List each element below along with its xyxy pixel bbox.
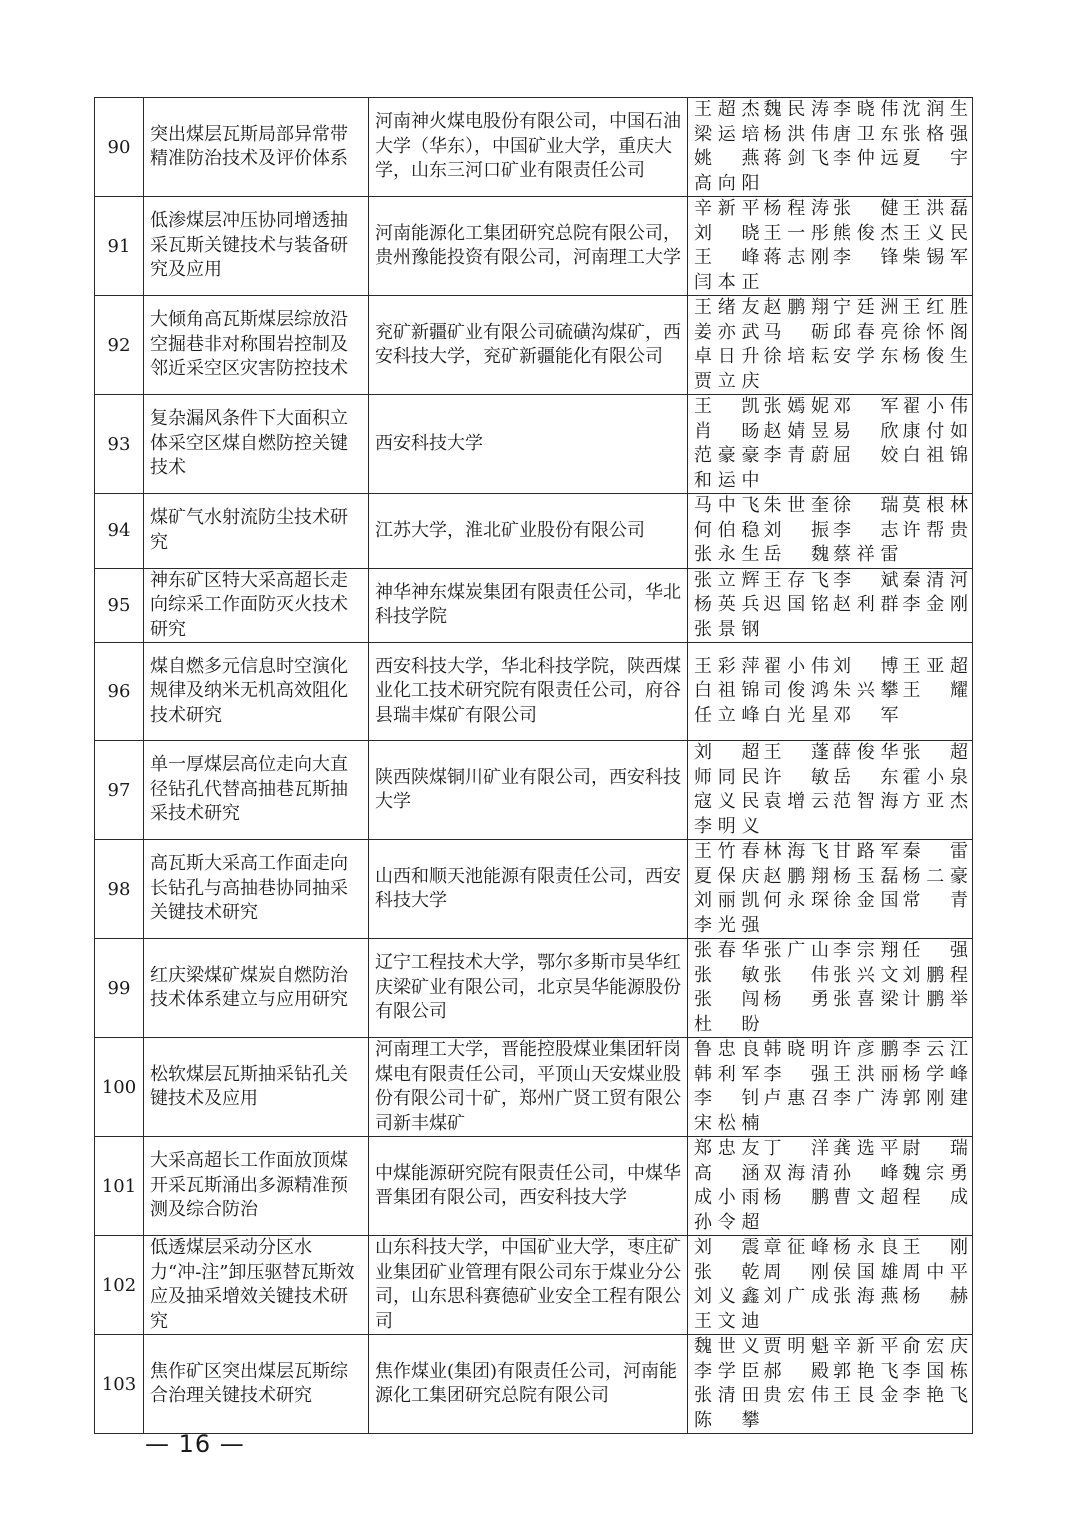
person-name: 翟小伟 [902, 396, 968, 417]
person-name: 白光星 [763, 704, 829, 726]
project-name: 大采高超长工作面放顶煤开采瓦斯涌出多源精准预测及综合防治 [150, 1150, 348, 1221]
person-name: 姜亦武 [694, 321, 760, 343]
person-name: 周 刚 [763, 1261, 829, 1283]
units-cell [369, 939, 688, 1038]
people-list [694, 395, 968, 493]
person-name: 马 砺 [763, 321, 829, 343]
person-name: 辛新平 [694, 198, 760, 219]
award-table [94, 97, 973, 1434]
person-name: 张格强 [902, 123, 968, 145]
row-number: 103 [95, 1335, 144, 1434]
person-name: 周中平 [902, 1261, 968, 1283]
units-text: 神华神东煤炭集团有限责任公司，华北科技学院 [375, 581, 681, 628]
person-name: 王一彤 [763, 222, 829, 244]
person-name: 鲁忠良 [694, 1039, 760, 1060]
person-name: 张立辉 [694, 569, 760, 591]
project-name: 煤矿气水射流防尘技术研究 [150, 507, 348, 553]
units-text: 焦作煤业(集团)有限责任公司，河南能源化工集团研究总院有限公司 [375, 1360, 678, 1406]
row-number: 92 [95, 296, 144, 395]
project-name-cell [144, 197, 369, 296]
people-list [694, 98, 968, 196]
person-name: 高 涵 [694, 1162, 760, 1184]
project-name-cell [144, 643, 369, 741]
person-name: 唐卫东 [833, 123, 899, 145]
person-name: 章征峰 [763, 1237, 829, 1258]
project-name: 单一厚煤层高位走向大直径钻孔代替高抽巷瓦斯抽采技术研究 [150, 754, 348, 825]
person-name: 夏 宇 [902, 148, 968, 169]
person-name: 蔡祥雷 [833, 544, 899, 565]
project-name: 煤自燃多元信息时空演化规律及纳米无机高效阻化技术研究 [150, 655, 348, 726]
people-cell [688, 643, 973, 741]
units-text: 河南能源化工集团研究总院有限公司，贵州豫能投资有限公司，河南理工大学 [375, 222, 681, 268]
person-name: 侯国雄 [833, 1261, 899, 1283]
person-name: 杨英兵 [694, 594, 760, 615]
person-name: 赵鹏翔 [763, 297, 829, 318]
person-name: 岳 魏 [763, 544, 829, 565]
units-cell [369, 741, 688, 840]
person-name: 蒋志刚 [763, 247, 829, 268]
project-name-cell [144, 1038, 369, 1137]
person-name: 魏民涛 [763, 99, 829, 120]
project-name-cell [144, 98, 369, 197]
person-name: 李 斌 [833, 569, 899, 591]
person-name: 肖 旸 [694, 420, 760, 442]
person-name: 宋松楠 [694, 1112, 760, 1134]
person-name: 李国栋 [902, 1360, 968, 1382]
person-name: 卓日升 [694, 346, 760, 367]
person-name: 杜 盼 [694, 1013, 760, 1035]
units-text: 中煤能源研究院有限责任公司，中煤华晋集团有限公司，西安科技大学 [375, 1162, 681, 1208]
project-name: 低渗煤层冲压协同增透抽采瓦斯关键技术与装备研究及应用 [150, 210, 348, 281]
person-name: 寇义民 [694, 791, 760, 812]
person-name: 袁增云 [763, 791, 829, 812]
page-number: — 16 — [145, 1430, 245, 1458]
person-name: 王 蓬 [763, 742, 829, 763]
person-name: 王 刚 [902, 1237, 968, 1258]
person-name: 辛新平 [833, 1336, 899, 1357]
people-list [694, 1236, 968, 1334]
person-name: 李光强 [694, 914, 760, 936]
person-name: 姚 燕 [694, 148, 760, 169]
person-name: 李学臣 [694, 1360, 760, 1382]
person-name: 朱兴攀 [833, 680, 899, 702]
person-name: 张 健 [833, 198, 899, 219]
person-name: 张 敏 [694, 964, 760, 986]
units-cell [369, 1236, 688, 1335]
people-cell [688, 1335, 973, 1434]
person-name: 尉 瑞 [902, 1138, 968, 1159]
person-name: 李 志 [833, 519, 899, 541]
units-text: 江苏大学，淮北矿业股份有限公司 [375, 519, 645, 541]
row-number: 94 [95, 494, 144, 569]
person-name: 徐怀阁 [902, 321, 968, 343]
person-name: 白祖锦 [902, 445, 968, 466]
person-name: 李艳飞 [902, 1385, 968, 1406]
person-name: 许彦鹏 [833, 1039, 899, 1060]
person-name: 张喜梁 [833, 989, 899, 1010]
people-list [694, 494, 968, 568]
people-cell [688, 197, 973, 296]
person-name: 康付如 [902, 420, 968, 442]
units-text: 西安科技大学 [375, 432, 483, 454]
person-name: 许 敏 [763, 766, 829, 788]
person-name: 张春华 [694, 940, 760, 961]
project-name-cell [144, 1335, 369, 1434]
person-name: 高向阳 [694, 172, 760, 194]
person-name: 和运中 [694, 469, 760, 491]
person-name: 秦 雷 [902, 841, 968, 862]
person-name: 张 超 [902, 742, 968, 763]
units-text: 辽宁工程技术大学，鄂尔多斯市昊华红庆梁矿业有限公司，北京昊华能源股份有限公司 [375, 952, 681, 1023]
project-name: 复杂漏风条件下大面积立体采空区煤自燃防控关键技术 [150, 408, 348, 479]
people-list [694, 569, 968, 643]
person-name: 双海清 [763, 1162, 829, 1184]
project-name: 神东矿区特大采高超长走向综采工作面防灭火技术研究 [150, 569, 348, 640]
person-name: 张海燕 [833, 1286, 899, 1307]
person-name: 杨程涛 [763, 198, 829, 219]
people-cell [688, 840, 973, 939]
units-cell [369, 568, 688, 643]
people-cell [688, 1038, 973, 1137]
person-name: 王存飞 [763, 569, 829, 591]
person-name: 邓 军 [833, 396, 899, 417]
person-name: 杨学峰 [902, 1063, 968, 1085]
person-name: 赵利群 [833, 594, 899, 615]
project-name: 红庆梁煤矿煤炭自燃防治技术体系建立与应用研究 [150, 964, 348, 1010]
person-name: 司俊鸿 [763, 680, 829, 702]
person-name: 赵鹏翔 [763, 865, 829, 887]
table-row [95, 568, 973, 643]
row-number: 99 [95, 939, 144, 1038]
person-name: 李云江 [902, 1039, 968, 1060]
units-cell [369, 840, 688, 939]
project-name-cell [144, 1236, 369, 1335]
person-name: 安学东 [833, 346, 899, 367]
person-name: 张兴文 [833, 964, 899, 986]
person-name: 成小雨 [694, 1187, 760, 1208]
person-name: 许帮贵 [902, 519, 968, 541]
person-name: 易 欣 [833, 420, 899, 442]
person-name: 李广涛 [833, 1088, 899, 1109]
person-name: 李 锋 [833, 247, 899, 268]
person-name: 李晓伟 [833, 99, 899, 120]
person-name: 王艮金 [833, 1385, 899, 1406]
person-name: 王亚超 [902, 655, 968, 677]
person-name: 郭刚建 [902, 1088, 968, 1109]
row-number: 90 [95, 98, 144, 197]
project-name-cell [144, 1137, 369, 1236]
person-name: 王洪磊 [902, 198, 968, 219]
person-name: 张 乾 [694, 1261, 760, 1283]
people-list [694, 1137, 968, 1235]
person-name: 甘路军 [833, 841, 899, 862]
person-name: 张 伟 [763, 964, 829, 986]
people-cell [688, 395, 973, 494]
row-number: 96 [95, 643, 144, 741]
person-name: 王超杰 [694, 99, 760, 120]
person-name: 杨 鹏 [763, 1187, 829, 1208]
people-cell [688, 296, 973, 395]
project-name: 低透煤层采动分区水力“冲-注”卸压驱替瓦斯效应及抽采增效关键技术研究 [150, 1237, 355, 1332]
people-cell [688, 98, 973, 197]
person-name: 杨俊生 [902, 346, 968, 367]
table-row [95, 1335, 973, 1434]
person-name: 孙令超 [694, 1211, 760, 1233]
project-name-cell [144, 568, 369, 643]
person-name: 张嫣妮 [763, 396, 829, 417]
people-cell [688, 939, 973, 1038]
person-name: 陈 攀 [694, 1409, 760, 1431]
person-name: 刘鹏程 [902, 964, 968, 986]
table-row [95, 494, 973, 569]
people-cell [688, 494, 973, 569]
person-name: 白祖锦 [694, 680, 760, 702]
people-list [694, 741, 968, 839]
person-name: 韩晓明 [763, 1039, 829, 1060]
units-cell [369, 1137, 688, 1236]
person-name: 翟小伟 [763, 655, 829, 677]
person-name: 邱春亮 [833, 321, 899, 343]
table-row [95, 395, 973, 494]
person-name: 范智海 [833, 791, 899, 812]
person-name: 师同民 [694, 766, 760, 788]
person-name: 刘 振 [763, 519, 829, 541]
person-name: 任立峰 [694, 704, 760, 726]
person-name: 霍小泉 [902, 766, 968, 788]
people-cell [688, 1236, 973, 1335]
people-list [694, 1335, 968, 1433]
person-name: 韩利军 [694, 1063, 760, 1085]
person-name: 熊俊杰 [833, 222, 899, 244]
units-text: 山西和顺天池能源有限责任公司，西安科技大学 [375, 865, 681, 911]
person-name: 范豪豪 [694, 445, 760, 466]
person-name: 王绪友 [694, 297, 760, 318]
project-name-cell [144, 296, 369, 395]
units-cell [369, 1038, 688, 1137]
person-name: 丁 洋 [763, 1138, 829, 1159]
person-name: 赵婧昱 [763, 420, 829, 442]
person-name: 闫本正 [694, 271, 760, 293]
person-name: 张清田 [694, 1385, 760, 1406]
person-name: 李宗翔 [833, 940, 899, 961]
person-name: 朱世奎 [763, 495, 829, 516]
units-cell [369, 1335, 688, 1434]
units-text: 西安科技大学，华北科技学院，陕西煤业化工技术研究院有限责任公司，府谷县瑞丰煤矿有限公司 [375, 655, 681, 726]
person-name: 张广山 [763, 940, 829, 961]
person-name: 李金刚 [902, 594, 968, 615]
units-cell [369, 395, 688, 494]
person-name: 杨 勇 [763, 989, 829, 1010]
person-name: 方亚杰 [902, 791, 968, 812]
row-number: 93 [95, 395, 144, 494]
table-row [95, 1137, 973, 1236]
person-name: 孙 峰 [833, 1162, 899, 1184]
units-cell [369, 98, 688, 197]
person-name: 李明义 [694, 815, 760, 837]
person-name: 屈 姣 [833, 445, 899, 466]
person-name: 王义民 [902, 222, 968, 244]
person-name: 郑忠友 [694, 1138, 760, 1159]
person-name: 刘丽凯 [694, 890, 760, 911]
person-name: 王竹春 [694, 841, 760, 862]
person-name: 沈润生 [902, 99, 968, 120]
person-name: 魏宗勇 [902, 1162, 968, 1184]
project-name-cell [144, 939, 369, 1038]
person-name: 俞宏庆 [902, 1336, 968, 1357]
person-name: 王红胜 [902, 297, 968, 318]
units-text: 河南神火煤电股份有限公司，中国石油大学（华东），中国矿业大学，重庆大学，山东三河口矿业有限责任公司 [375, 111, 681, 182]
person-name: 张永生 [694, 544, 760, 565]
person-name: 徐金国 [833, 890, 899, 911]
person-name: 王 凯 [694, 396, 760, 417]
person-name: 刘 晓 [694, 222, 760, 244]
person-name: 卢惠召 [763, 1088, 829, 1109]
person-name: 王彩萍 [694, 655, 760, 677]
people-list [694, 655, 968, 729]
project-name-cell [144, 741, 369, 840]
person-name: 常 青 [902, 890, 968, 911]
person-name: 郭艳飞 [833, 1360, 899, 1382]
project-name-cell [144, 494, 369, 569]
person-name: 杨玉磊 [833, 865, 899, 887]
person-name: 李仲远 [833, 148, 899, 169]
project-name: 大倾角高瓦斯煤层综放沿空掘巷非对称围岩控制及邻近采空区灾害防控技术 [150, 309, 348, 380]
table-row [95, 741, 973, 840]
person-name: 李青蔚 [763, 445, 829, 466]
person-name: 迟国铭 [763, 594, 829, 615]
table-row [95, 643, 973, 741]
project-name: 松软煤层瓦斯抽采钻孔关键技术及应用 [150, 1063, 348, 1109]
person-name: 何永琛 [763, 890, 829, 911]
table-row [95, 197, 973, 296]
person-name: 刘广成 [763, 1286, 829, 1307]
person-name: 蒋剑飞 [763, 148, 829, 169]
table-row [95, 1038, 973, 1137]
person-name: 邓 军 [833, 704, 899, 726]
units-cell [369, 296, 688, 395]
people-list [694, 1038, 968, 1136]
people-cell [688, 1137, 973, 1236]
person-name: 莫根林 [902, 495, 968, 516]
row-number: 95 [95, 568, 144, 643]
person-name: 夏保庆 [694, 865, 760, 887]
person-name: 杨永良 [833, 1237, 899, 1258]
table-row [95, 840, 973, 939]
project-name: 突出煤层瓦斯局部异常带精准防治技术及评价体系 [150, 123, 348, 169]
units-text: 河南理工大学，晋能控股煤业集团轩岗煤电有限责任公司，平顶山天安煤业股份有限公司十矿，郑州广贤工贸有限公司新丰煤矿 [375, 1039, 681, 1134]
project-name: 焦作矿区突出煤层瓦斯综合治理关键技术研究 [150, 1360, 348, 1406]
person-name: 曹文超 [833, 1187, 899, 1208]
units-text: 山东科技大学，中国矿业大学，枣庄矿业集团矿业管理有限公司东于煤业分公司，山东思科赛德矿业安全工程有限公司 [375, 1237, 681, 1332]
people-list [694, 197, 968, 295]
person-name: 宁廷洲 [833, 297, 899, 318]
project-name-cell [144, 840, 369, 939]
person-name: 马中飞 [694, 495, 760, 516]
units-cell [369, 494, 688, 569]
person-name: 杨洪伟 [763, 123, 829, 145]
table-row [95, 296, 973, 395]
person-name: 龚选平 [833, 1138, 899, 1159]
person-name: 程 成 [902, 1187, 968, 1208]
person-name: 徐培耘 [763, 346, 829, 367]
person-name: 薛俊华 [833, 742, 899, 763]
person-name: 贾立庆 [694, 370, 760, 392]
row-number: 101 [95, 1137, 144, 1236]
person-name: 何伯稳 [694, 519, 760, 541]
person-name: 刘 震 [694, 1237, 760, 1258]
person-name: 王 峰 [694, 247, 760, 268]
units-text: 兖矿新疆矿业有限公司硫磺沟煤矿，西安科技大学，兖矿新疆能化有限公司 [375, 321, 681, 367]
person-name: 王洪丽 [833, 1063, 899, 1085]
person-name: 林海飞 [763, 841, 829, 862]
person-name: 李 强 [763, 1063, 829, 1085]
units-cell [369, 643, 688, 741]
people-list [694, 939, 968, 1037]
people-cell [688, 741, 973, 840]
table-row [95, 1236, 973, 1335]
table-row [95, 939, 973, 1038]
units-cell [369, 197, 688, 296]
person-name: 李 钊 [694, 1088, 760, 1109]
row-number: 100 [95, 1038, 144, 1137]
table-row [95, 98, 973, 197]
person-name: 魏世义 [694, 1336, 760, 1357]
person-name: 张景钢 [694, 618, 760, 640]
person-name: 张 闯 [694, 989, 760, 1010]
person-name: 杨 赫 [902, 1286, 968, 1307]
project-name: 高瓦斯大采高工作面走向长钻孔与高抽巷协同抽采关键技术研究 [150, 853, 348, 924]
person-name: 刘 博 [833, 655, 899, 677]
row-number: 91 [95, 197, 144, 296]
row-number: 97 [95, 741, 144, 840]
units-text: 陕西陕煤铜川矿业有限公司，西安科技大学 [375, 766, 681, 812]
person-name: 王文迪 [694, 1310, 760, 1332]
person-name: 郝 殿 [763, 1360, 829, 1382]
person-name: 刘 超 [694, 742, 760, 763]
person-name: 柴锡军 [902, 247, 968, 268]
person-name: 秦清河 [902, 569, 968, 591]
person-name: 计鹏举 [902, 989, 968, 1010]
person-name: 贵宏伟 [763, 1385, 829, 1406]
person-name: 王 耀 [902, 680, 968, 702]
row-number: 98 [95, 840, 144, 939]
person-name: 徐 瑞 [833, 495, 899, 516]
people-cell [688, 568, 973, 643]
project-name-cell [144, 395, 369, 494]
person-name: 梁运培 [694, 123, 760, 145]
row-number: 102 [95, 1236, 144, 1335]
person-name: 岳 东 [833, 766, 899, 788]
person-name: 杨二豪 [902, 865, 968, 887]
person-name: 刘义鑫 [694, 1286, 760, 1307]
people-list [694, 296, 968, 394]
people-list [694, 840, 968, 938]
person-name: 贾明魁 [763, 1336, 829, 1357]
person-name: 任 强 [902, 940, 968, 961]
